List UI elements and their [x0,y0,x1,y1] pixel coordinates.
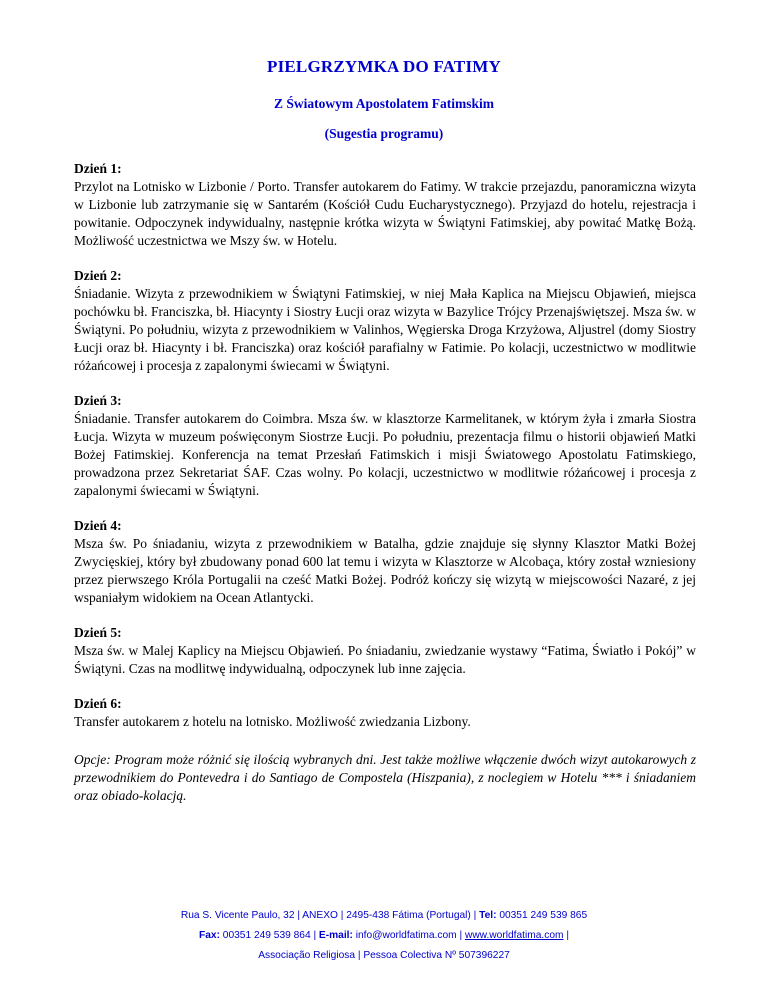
footer-website-link[interactable]: www.worldfatima.com [464,930,564,941]
day-title: Dzień 6: [74,696,122,711]
day-title: Dzień 2: [74,268,122,283]
day-text: Przylot na Lotnisko w Lizbonie / Porto. Transfer autokarem do Fatimy. W trakcie przejazdu, panoramiczna wizyta w Lizbonie lub zatrzymanie się w Santarém (Kościół Cudu Eucharystycznego). Przyjazd do hotelu, rejestracja i powitanie. Odpoczynek indywidualny, następnie krótka wizyta w Świątyni Fatimskiej, aby powitać Matkę Bożą. Możliwość uczestnictwa we Mszy św. w Hotelu. [74,179,696,248]
footer-line2-end: | [563,930,569,941]
page-subtitle: Z Światowym Apostolatem Fatimskim [273,96,495,111]
footer-email-label: E-mail: [318,930,353,941]
footer-line-3: Associação Religiosa | Pessoa Colectiva Nº 507396227 [258,950,510,961]
day-text: Msza św. w Malej Kaplicy na Miejscu Objawień. Po śniadaniu, zwiedzanie wystawy “Fatima, Światło i Pokój” w Świątyni. Czas na modlitwę indywidualną, odpoczynek lub inne zajęcia. [74,643,696,676]
footer-address: Rua S. Vicente Paulo, 32 | ANEXO | 2495-438 Fátima (Portugal) | [180,910,480,921]
day-section-1 [74,160,696,250]
day-title: Dzień 4: [74,518,122,533]
program-content [74,160,696,805]
footer-tel-label: Tel: [479,910,497,921]
footer-fax-value: 00351 249 539 864 | [219,930,319,941]
page-title: PIELGRZYMKA DO FATIMY [266,57,501,76]
day-title: Dzień 1: [74,161,122,176]
day-section-2 [74,267,696,375]
program-note: (Sugestia programu) [324,126,444,141]
day-section-4 [74,517,696,607]
footer-fax-label: Fax: [199,930,220,941]
day-text: Śniadanie. Transfer autokarem do Coimbra. Msza św. w klasztorze Karmelitanek, w którym żyła i zmarła Siostra Łucja. Wizyta w muzeum poświęconym Siostrze Łucji. Po południu, prezentacja filmu o historii objawień Matki Bożej Fatimskiej. Konferencja na temat Przesłań Fatimskich i misji Światowego Apostolatu Fatimskiego, prowadzona przez Sekretariat ŚAF. Czas wolny. Po kolacji, uczestnictwo w modlitwie różańcowej i procesja z zapalonymi świecami w Świątyni. [74,411,696,498]
day-text: Msza św. Po śniadaniu, wizyta z przewodnikiem w Batalha, gdzie znajduje się słynny Klasztor Matki Bożej Zwycięskiej, który był zbudowany ponad 600 lat temu i wizyta w Klasztorze w Alcobaça, który został wzniesiony przez pierwszego Króla Portugalii na cześć Matki Bożej. Podróż kończy się wizytą w miejscowości Nazaré, z jej wspaniałym widokiem na Ocean Atlantycki. [74,536,696,605]
footer-line-2 [0,926,768,946]
footer-email-value: info@worldfatima.com | [352,930,465,941]
options-note: Opcje: Program może różnić się ilością wybranych dni. Jest także możliwe włączenie dwóch wizyt autokarowych z przewodnikiem do Pontevedra i do Santiago de Compostela (Hiszpania), z noclegiem w Hotelu *** i śniadaniem oraz obiado-kolacją. [74,752,696,803]
day-title: Dzień 3: [74,393,122,408]
day-section-5 [74,624,696,678]
day-section-3 [74,392,696,500]
footer-tel-value: 00351 249 539 865 [496,910,588,921]
day-text: Transfer autokarem z hotelu na lotnisko. Możliwość zwiedzania Lizbony. [74,714,471,729]
day-section-6 [74,695,696,731]
footer [0,906,768,966]
footer-line-1 [0,906,768,926]
day-title: Dzień 5: [74,625,122,640]
day-text: Śniadanie. Wizyta z przewodnikiem w Świątyni Fatimskiej, w niej Mała Kaplica na Miejscu Objawień, miejsca pochówku bł. Franciszka, bł. Hiacynty i Siostry Łucji oraz wizyta w Bazylice Trójcy Przenajświętszej. Msza św. w Świątyni. Po południu, wizyta z przewodnikiem w Valinhos, Węgierska Droga Krzyżowa, Aljustrel (domy Siostry Łucji oraz bł. Hiacynty i bł. Franciszka) oraz kościół parafialny w Fatimie. Po kolacji, uczestnictwo w modlitwie różańcowej i procesja z zapalonymi świecami w Świątyni. [74,286,696,373]
